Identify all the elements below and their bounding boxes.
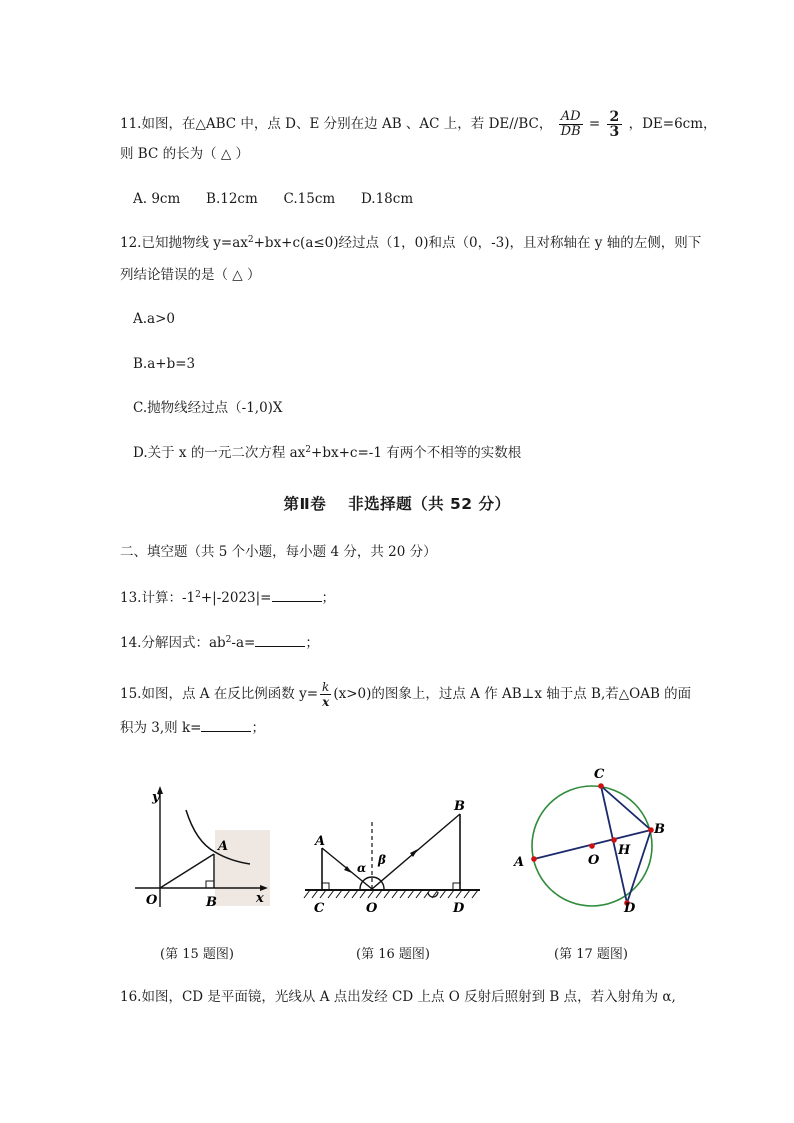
- q11-frac2-den: 3: [609, 124, 620, 140]
- fig17-label-d: D: [624, 901, 636, 916]
- fig16-label-d: D: [453, 901, 465, 916]
- fig17-label-a: A: [514, 855, 525, 870]
- q13-a: 13.计算：-1: [120, 590, 196, 606]
- q13-b: +|-2023|=: [200, 590, 272, 606]
- q12-option-a: A.a>0: [133, 311, 175, 327]
- q15-answer-blank[interactable]: [201, 718, 251, 732]
- q12-opt-d-b: +bx+c=-1 有两个不相等的实数根: [311, 445, 522, 461]
- fig15-caption: (第 15 题图): [160, 947, 234, 962]
- fig16-right-angle-d: [453, 883, 460, 890]
- q12-option-b: B.a+b=3: [133, 356, 196, 372]
- q15-line2: [120, 718, 265, 737]
- fig16-label-alpha: α: [357, 861, 367, 875]
- fig17-caption: (第 17 题图): [554, 947, 628, 962]
- q12-line1-b: +bx+c(a≤0)经过点（1，0)和点（0，-3)，且对称轴在 y 轴的左侧，则下: [253, 235, 702, 251]
- q15-b: (x>0)的图象上，过点 A 作 AB⊥x 轴于点 B,若△OAB 的面: [333, 686, 692, 702]
- q14-c: ；: [305, 635, 319, 651]
- figure-16: [300, 792, 485, 917]
- section-heading: 二、填空题（共 5 个小题，每小题 4 分，共 20 分）: [120, 544, 437, 560]
- q15-frac-num: k: [322, 680, 330, 694]
- q13-c: ；: [321, 590, 335, 606]
- q12-opt-d-sup: 2: [305, 445, 312, 455]
- figure-15: [130, 782, 280, 912]
- fig15-label-o: O: [146, 893, 158, 908]
- q11-frac1-den: DB: [560, 124, 581, 139]
- q15-frac-den: x: [322, 695, 330, 709]
- q12-option-c: C.抛物线经过点（-1,0)X: [133, 400, 283, 416]
- q11-equals: =: [588, 116, 601, 132]
- q15-a: 15.如图，点 A 在反比例函数 y=: [120, 686, 319, 702]
- fig17-point-h: [611, 837, 617, 843]
- fig15-label-b: B: [206, 895, 217, 910]
- fig15-label-a: A: [218, 839, 229, 854]
- q15-line2-b: ；: [251, 720, 265, 736]
- q14-sup: 2: [225, 635, 232, 645]
- fig17-label-h: H: [618, 843, 631, 858]
- q14-a: 14.分解因式：ab: [120, 635, 226, 651]
- fig16-label-beta: β: [378, 853, 386, 867]
- fig16-right-angle-c: [322, 883, 329, 890]
- fig16-caption: (第 16 题图): [356, 947, 430, 962]
- q11-text-b: ，DE=6cm，: [628, 116, 717, 132]
- q11-line1: [120, 110, 717, 139]
- q12-line2: 列结论错误的是（ △ ）: [120, 267, 261, 283]
- fig16-label-a: A: [315, 834, 326, 849]
- figure-17: [508, 762, 673, 917]
- fig16-hatching: [304, 890, 478, 898]
- fig16-label-b: B: [454, 799, 465, 814]
- q14-line: [120, 633, 319, 652]
- q16-line1: 16.如图，CD 是平面镜，光线从 A 点出发经 CD 上点 O 反射后照射到 B 点，若入射角为 α,: [120, 989, 676, 1005]
- q15-fraction-k-x: [320, 680, 331, 709]
- q12-line1-sup: 2: [247, 235, 254, 245]
- fig17-label-o: O: [588, 853, 600, 868]
- fig15-label-y: y: [152, 790, 160, 805]
- q11-frac1-num: AD: [559, 110, 583, 125]
- q14-answer-blank[interactable]: [255, 633, 305, 647]
- fig15-label-x: x: [256, 891, 264, 906]
- fig17-chord-bd: [627, 830, 651, 903]
- fig15-right-angle: [206, 881, 214, 888]
- q12-line1-a: 12.已知抛物线 y=ax: [120, 235, 248, 251]
- q12-option-d: [133, 444, 521, 462]
- section-title: 第Ⅱ卷 非选择题（共 52 分）: [283, 495, 511, 513]
- q11-options: A. 9cm B.12cm C.15cm D.18cm: [133, 191, 414, 207]
- q13-sup: 2: [195, 590, 201, 600]
- q12-opt-d-a: D.关于 x 的一元二次方程 ax: [133, 445, 306, 461]
- fig16-label-c: C: [314, 901, 325, 916]
- fig17-point-c: [598, 783, 604, 789]
- q11-fraction-2-3: [607, 110, 623, 139]
- q11-text-a: 11.如图，在△ABC 中，点 D、E 分别在边 AB 、AC 上，若 DE//BC，: [120, 116, 553, 132]
- fig17-point-a: [531, 856, 537, 862]
- fig17-point-o: [589, 843, 595, 849]
- q13-line: [120, 588, 335, 607]
- q15-line1: [120, 680, 691, 709]
- q11-frac2-num: 2: [607, 110, 623, 125]
- q11-line2: 则 BC 的长为（ △ ）: [120, 146, 250, 162]
- q14-b: -a=: [231, 635, 256, 651]
- fig17-label-c: C: [594, 767, 605, 782]
- q15-line2-a: 积为 3,则 k=: [120, 720, 202, 736]
- q13-answer-blank[interactable]: [272, 588, 322, 602]
- fig17-label-b: B: [654, 822, 665, 837]
- fig17-point-b: [648, 827, 654, 833]
- fig16-label-o: O: [366, 901, 378, 916]
- q12-line1: [120, 234, 701, 252]
- q11-fraction-ad-db: [559, 110, 583, 139]
